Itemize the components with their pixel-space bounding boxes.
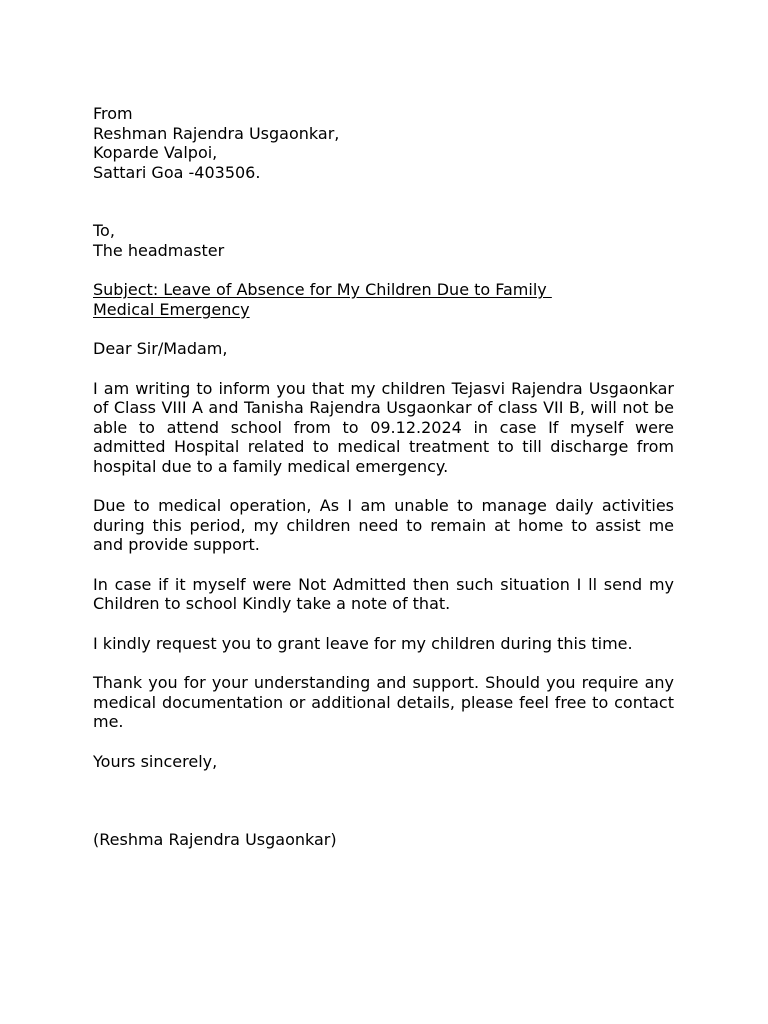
paragraph-3: In case if it myself were Not Admitted then such situation I ll send my Children to school Kindly take a note of that.: [93, 574, 674, 613]
paragraph-5: Thank you for your understanding and support. Should you require any medical documentation or additional details, please feel free to contact me.: [93, 673, 674, 731]
closing: Yours sincerely,: [93, 751, 218, 771]
salutation: Dear Sir/Madam,: [93, 339, 228, 358]
signature: (Reshma Rajendra Usgaonkar): [93, 830, 337, 849]
subject-line: [93, 280, 674, 319]
sender-address-line-2: Sattari Goa -403506.: [93, 162, 261, 182]
recipient-block: [93, 221, 674, 260]
to-label: To,: [93, 221, 115, 240]
sender-name: Reshman Rajendra Usgaonkar,: [93, 123, 340, 143]
paragraph-2: Due to medical operation, As I am unable to manage daily activities during this period, my children need to remain at home to assist me and provide support.: [93, 496, 674, 554]
sender-address-line-1: Koparde Valpoi,: [93, 143, 218, 162]
from-label: From: [93, 104, 133, 123]
paragraph-1: I am writing to inform you that my children Tejasvi Rajendra Usgaonkar of Class VIII A and Tanisha Rajendra Usgaonkar of class VII B, will not be able to attend school from to 09.12.2024 in case If myself were admitted Hospital related to medical treatment to till discharge from hospital due to a family medical emergency.: [93, 378, 674, 476]
paragraph-4: I kindly request you to grant leave for my children during this time.: [93, 633, 633, 653]
subject-line-2: Medical Emergency: [93, 299, 250, 319]
sender-block: [93, 104, 674, 182]
subject-line-1: Subject: Leave of Absence for My Children Due to Family: [93, 280, 552, 299]
letter-body: [93, 104, 674, 850]
recipient-name: The headmaster: [93, 240, 225, 260]
